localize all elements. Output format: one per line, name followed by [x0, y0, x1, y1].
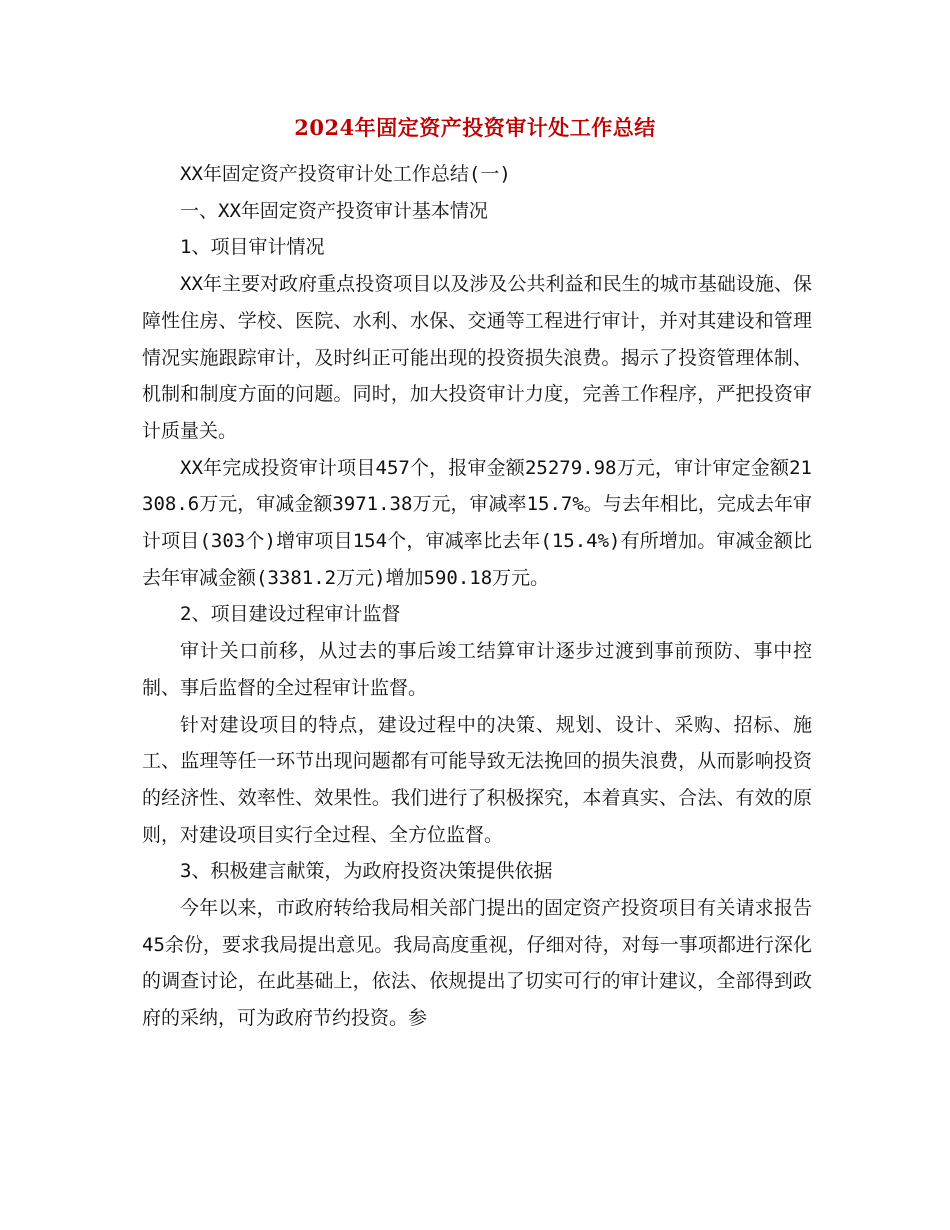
paragraph: 针对建设项目的特点，建设过程中的决策、规划、设计、采购、招标、施工、监理等任一环节出现问题都有可能导致无法挽回的损失浪费，从而影响投资的经济性、效率性、效果性。我们进行了积极探究，本着真实、合法、有效的原则，对建设项目实行全过程、全方位监督。 [142, 713, 812, 846]
subsection-heading-3: 3、积极建言献策，为政府投资决策提供依据 [180, 860, 553, 883]
paragraph: XX年完成投资审计项目457个，报审金额25279.98万元，审计审定金额21308.6万元，审减金额3971.38万元，审减率15.7%。与去年相比，完成去年审计项目(303个)增审项目154个，审减率比去年(15.4%)有所增加。审减金额比去年审减金额(3381.2万元)增加590.18万元。 [142, 456, 812, 589]
document-body [142, 156, 812, 1037]
subsection-heading-2: 2、项目建设过程审计监督 [180, 603, 401, 626]
subsection-heading-1: 1、项目审计情况 [180, 236, 325, 259]
paragraph: 今年以来，市政府转给我局相关部门提出的固定资产投资项目有关请求报告45余份，要求我局提出意见。我局高度重视，仔细对待，对每一事项都进行深化的调查讨论，在此基础上，依法、依规提出了切实可行的审计建议，全部得到政府的采纳，可为政府节约投资。参 [142, 897, 812, 1030]
paragraph: XX年主要对政府重点投资项目以及涉及公共利益和民生的城市基础设施、保障性住房、学校、医院、水利、水保、交通等工程进行审计，并对其建设和管理情况实施跟踪审计，及时纠正可能出现的投资损失浪费。揭示了投资管理体制、机制和制度方面的问题。同时，加大投资审计力度，完善工作程序，严把投资审计质量关。 [142, 273, 812, 442]
paragraph: 审计关口前移，从过去的事后竣工结算审计逐步过渡到事前预防、事中控制、事后监督的全过程审计监督。 [142, 640, 812, 699]
section-heading-1: 一、XX年固定资产投资审计基本情况 [180, 199, 488, 222]
document-title: 2024年固定资产投资审计处工作总结 [294, 115, 656, 140]
paragraph-subtitle: XX年固定资产投资审计处工作总结(一) [180, 163, 511, 185]
